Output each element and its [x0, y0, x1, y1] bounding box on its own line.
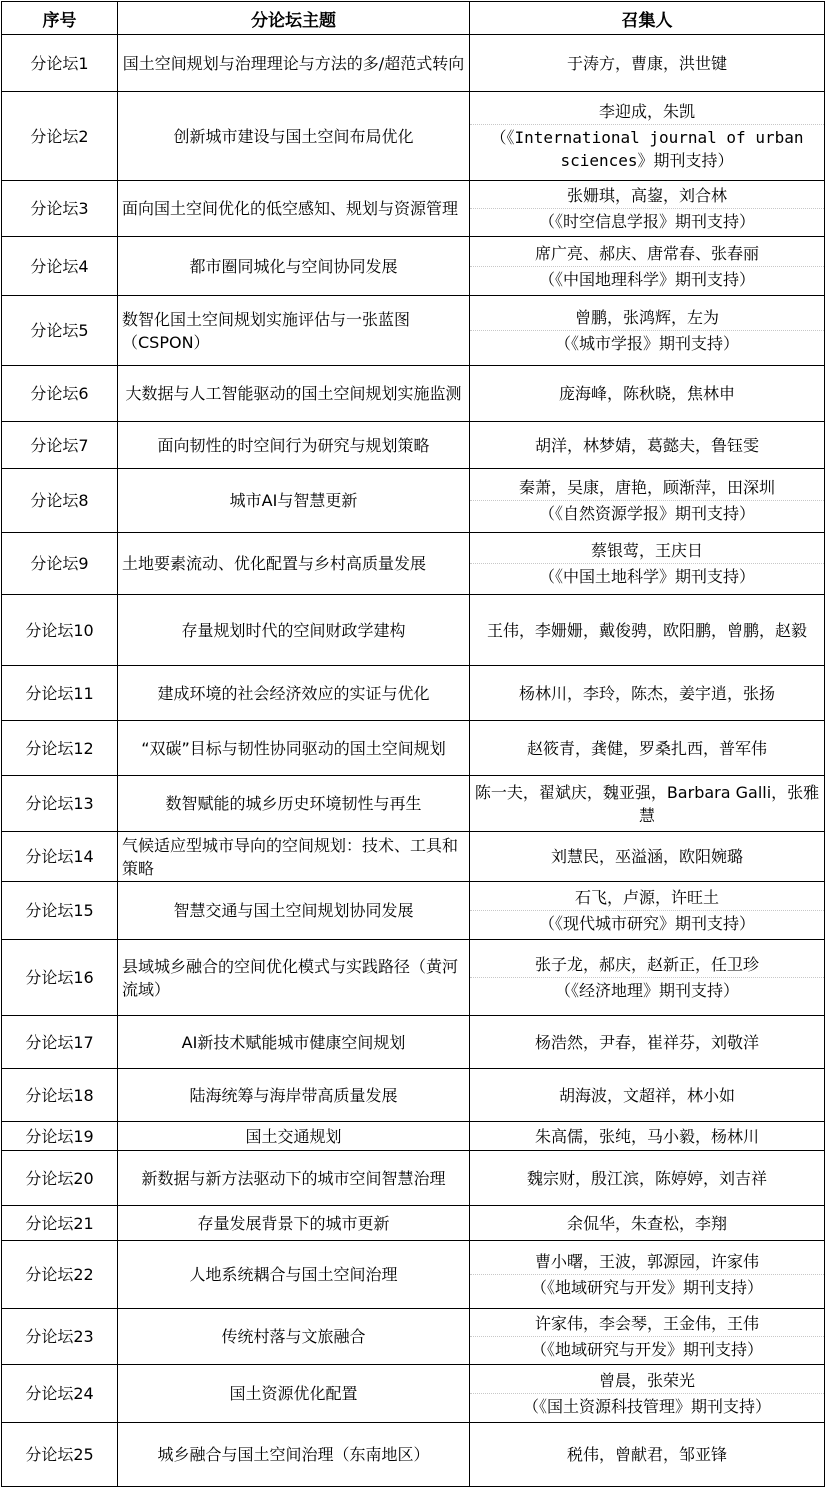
- forum-conveners: [470, 721, 825, 776]
- journal-support: （《地域研究与开发》期刊支持）: [470, 1336, 824, 1362]
- forum-conveners: [470, 35, 825, 92]
- journal-support: （《中国地理科学》期刊支持）: [470, 266, 824, 292]
- table-row: [2, 1365, 825, 1423]
- forum-topic: 数智化国土空间规划实施评估与一张蓝图（CSPON）: [118, 296, 470, 366]
- forum-number: 分论坛1: [2, 35, 118, 92]
- journal-support: （《城市学报》期刊支持）: [470, 330, 824, 356]
- table-row: [2, 1241, 825, 1309]
- forum-conveners: [470, 296, 825, 366]
- forum-topic: 创新城市建设与国土空间布局优化: [118, 92, 470, 181]
- forum-topic: 建成环境的社会经济效应的实证与优化: [118, 666, 470, 721]
- convener-names: 胡海波，文超祥，林小如: [558, 1085, 735, 1105]
- forum-conveners: [470, 1206, 825, 1241]
- forum-topic: 面向国土空间优化的低空感知、规划与资源管理: [118, 181, 470, 237]
- convener-names: 张姗琪，高鋆，刘合林: [566, 186, 727, 205]
- convener-names: 胡洋，林梦婧，葛懿夫，鲁钰雯: [534, 435, 759, 455]
- forum-conveners: [470, 666, 825, 721]
- convener-names: 张子龙，郝庆，赵新正，任卫珍: [534, 955, 759, 974]
- forum-topic: 国土交通规划: [118, 1122, 470, 1151]
- table-row: [2, 92, 825, 181]
- convener-names: 刘慧民，巫溢涵，欧阳婉璐: [550, 847, 743, 866]
- forum-number: 分论坛24: [2, 1365, 118, 1423]
- forum-topic: 陆海统筹与海岸带高质量发展: [118, 1069, 470, 1122]
- table-row: [2, 776, 825, 832]
- journal-support: （《现代城市研究》期刊支持）: [470, 910, 824, 936]
- forum-conveners: [470, 595, 825, 666]
- table-row: [2, 595, 825, 666]
- table-row: [2, 1423, 825, 1487]
- forum-topic: 城乡融合与国土空间治理（东南地区）: [118, 1423, 470, 1487]
- forum-number: 分论坛23: [2, 1309, 118, 1365]
- forum-topic: 存量发展背景下的城市更新: [118, 1206, 470, 1241]
- journal-support: （《地域研究与开发》期刊支持）: [470, 1274, 824, 1300]
- convener-names: 秦萧，吴康，唐艳，顾渐萍，田深圳: [518, 478, 775, 497]
- forum-topic: 传统村落与文旅融合: [118, 1309, 470, 1365]
- header-row: [2, 2, 825, 35]
- forum-conveners: [470, 1069, 825, 1122]
- convener-names: 税伟，曾献君，邹亚锋: [566, 1445, 727, 1464]
- convener-names: 曾晨，张荣光: [598, 1371, 695, 1390]
- convener-names: 朱高儒，张纯，马小毅，杨林川: [534, 1126, 759, 1146]
- forum-number: 分论坛21: [2, 1206, 118, 1241]
- table-row: [2, 533, 825, 595]
- forum-number: 分论坛6: [2, 366, 118, 422]
- forum-number: 分论坛11: [2, 666, 118, 721]
- header-topic: 分论坛主题: [118, 2, 470, 35]
- table-row: [2, 1151, 825, 1206]
- convener-names: 杨浩然，尹春，崔祥芬，刘敬洋: [534, 1032, 759, 1052]
- convener-names: 席广亮、郝庆、唐常春、张春丽: [534, 243, 759, 263]
- forum-topic: 智慧交通与国土空间规划协同发展: [118, 882, 470, 940]
- forum-conveners: [470, 1423, 825, 1487]
- forum-topic: 土地要素流动、优化配置与乡村高质量发展: [118, 533, 470, 595]
- table-row: [2, 296, 825, 366]
- forum-topic: 数智赋能的城乡历史环境韧性与再生: [118, 776, 470, 832]
- forum-table: [1, 1, 825, 1487]
- header-no: 序号: [2, 2, 118, 35]
- forum-conveners: [470, 940, 825, 1016]
- forum-conveners: [470, 1309, 825, 1365]
- forum-number: 分论坛22: [2, 1241, 118, 1309]
- table-row: [2, 422, 825, 469]
- table-row: [2, 1122, 825, 1151]
- forum-conveners: [470, 533, 825, 595]
- forum-number: 分论坛14: [2, 832, 118, 882]
- forum-conveners: [470, 1016, 825, 1069]
- forum-number: 分论坛25: [2, 1423, 118, 1487]
- forum-number: 分论坛7: [2, 422, 118, 469]
- table-row: [2, 237, 825, 296]
- forum-topic: 国土资源优化配置: [118, 1365, 470, 1423]
- table-row: [2, 469, 825, 533]
- forum-number: 分论坛15: [2, 882, 118, 940]
- forum-topic: AI新技术赋能城市健康空间规划: [118, 1016, 470, 1069]
- header-convener: 召集人: [470, 2, 825, 35]
- forum-number: 分论坛19: [2, 1122, 118, 1151]
- table-row: [2, 181, 825, 237]
- forum-conveners: [470, 1151, 825, 1206]
- table-row: [2, 1309, 825, 1365]
- journal-support: （《自然资源学报》期刊支持）: [470, 500, 824, 526]
- forum-conveners: [470, 237, 825, 296]
- table-row: [2, 666, 825, 721]
- forum-topic: 新数据与新方法驱动下的城市空间智慧治理: [118, 1151, 470, 1206]
- table-row: [2, 940, 825, 1016]
- forum-topic: 城市AI与智慧更新: [118, 469, 470, 533]
- forum-conveners: [470, 1365, 825, 1423]
- forum-conveners: [470, 1241, 825, 1309]
- convener-names: 蔡银莺，王庆日: [590, 541, 703, 560]
- forum-conveners: [470, 832, 825, 882]
- forum-conveners: [470, 776, 825, 832]
- forum-number: 分论坛8: [2, 469, 118, 533]
- convener-names: 石飞，卢源，许旺土: [574, 888, 719, 907]
- convener-names: 杨林川，李玲，陈杰，姜宇逍，张扬: [518, 683, 775, 703]
- forum-conveners: [470, 882, 825, 940]
- forum-number: 分论坛12: [2, 721, 118, 776]
- convener-names: 庞海峰，陈秋晓，焦林申: [558, 384, 735, 403]
- journal-support: （《国土资源科技管理》期刊支持）: [470, 1393, 824, 1419]
- journal-support: （《中国土地科学》期刊支持）: [470, 563, 824, 589]
- journal-support: （《International journal of urban sciences》期刊支持）: [470, 124, 824, 173]
- forum-number: 分论坛16: [2, 940, 118, 1016]
- convener-names: 陈一夫，翟斌庆，魏亚强，Barbara Galli，张雅慧: [474, 782, 820, 825]
- forum-conveners: [470, 469, 825, 533]
- forum-topic: 大数据与人工智能驱动的国土空间规划实施监测: [118, 366, 470, 422]
- forum-number: 分论坛2: [2, 92, 118, 181]
- table-row: [2, 366, 825, 422]
- forum-conveners: [470, 366, 825, 422]
- forum-topic: “双碳”目标与韧性协同驱动的国土空间规划: [118, 721, 470, 776]
- journal-support: （《经济地理》期刊支持）: [470, 977, 824, 1003]
- table-row: [2, 721, 825, 776]
- convener-names: 于涛方，曹康，洪世键: [566, 53, 727, 73]
- convener-names: 魏宗财，殷江滨，陈婷婷，刘吉祥: [526, 1168, 767, 1188]
- table-row: [2, 1206, 825, 1241]
- convener-names: 余侃华，朱查松，李翔: [566, 1213, 727, 1233]
- table-row: [2, 882, 825, 940]
- forum-topic: 人地系统耦合与国土空间治理: [118, 1241, 470, 1309]
- table-row: [2, 1069, 825, 1122]
- forum-number: 分论坛13: [2, 776, 118, 832]
- forum-topic: 县域城乡融合的空间优化模式与实践路径（黄河流域）: [118, 940, 470, 1016]
- convener-names: 李迎成，朱凯: [598, 102, 695, 121]
- table-row: [2, 832, 825, 882]
- table-row: [2, 35, 825, 92]
- convener-names: 许家伟，李会琴，王金伟，王伟: [534, 1314, 759, 1333]
- forum-number: 分论坛3: [2, 181, 118, 237]
- journal-support: （《时空信息学报》期刊支持）: [470, 208, 824, 234]
- forum-topic: 面向韧性的时空间行为研究与规划策略: [118, 422, 470, 469]
- forum-topic: 都市圈同城化与空间协同发展: [118, 237, 470, 296]
- forum-number: 分论坛10: [2, 595, 118, 666]
- forum-number: 分论坛20: [2, 1151, 118, 1206]
- convener-names: 王伟，李姗姗，戴俊骋，欧阳鹏，曾鹏，赵毅: [486, 620, 807, 640]
- forum-number: 分论坛18: [2, 1069, 118, 1122]
- forum-conveners: [470, 1122, 825, 1151]
- convener-names: 赵筱青，龚健，罗桑扎西，普军伟: [526, 738, 767, 758]
- table-row: [2, 1016, 825, 1069]
- forum-conveners: [470, 422, 825, 469]
- forum-topic: 气候适应型城市导向的空间规划：技术、工具和策略: [118, 832, 470, 882]
- forum-topic: 存量规划时代的空间财政学建构: [118, 595, 470, 666]
- forum-conveners: [470, 181, 825, 237]
- forum-topic: 国土空间规划与治理理论与方法的多/超范式转向: [118, 35, 470, 92]
- forum-number: 分论坛5: [2, 296, 118, 366]
- convener-names: 曹小曙，王波，郭源园，许家伟: [534, 1252, 759, 1271]
- forum-number: 分论坛17: [2, 1016, 118, 1069]
- forum-number: 分论坛9: [2, 533, 118, 595]
- convener-names: 曾鹏，张鸿辉，左为: [574, 308, 719, 327]
- forum-conveners: [470, 92, 825, 181]
- forum-number: 分论坛4: [2, 237, 118, 296]
